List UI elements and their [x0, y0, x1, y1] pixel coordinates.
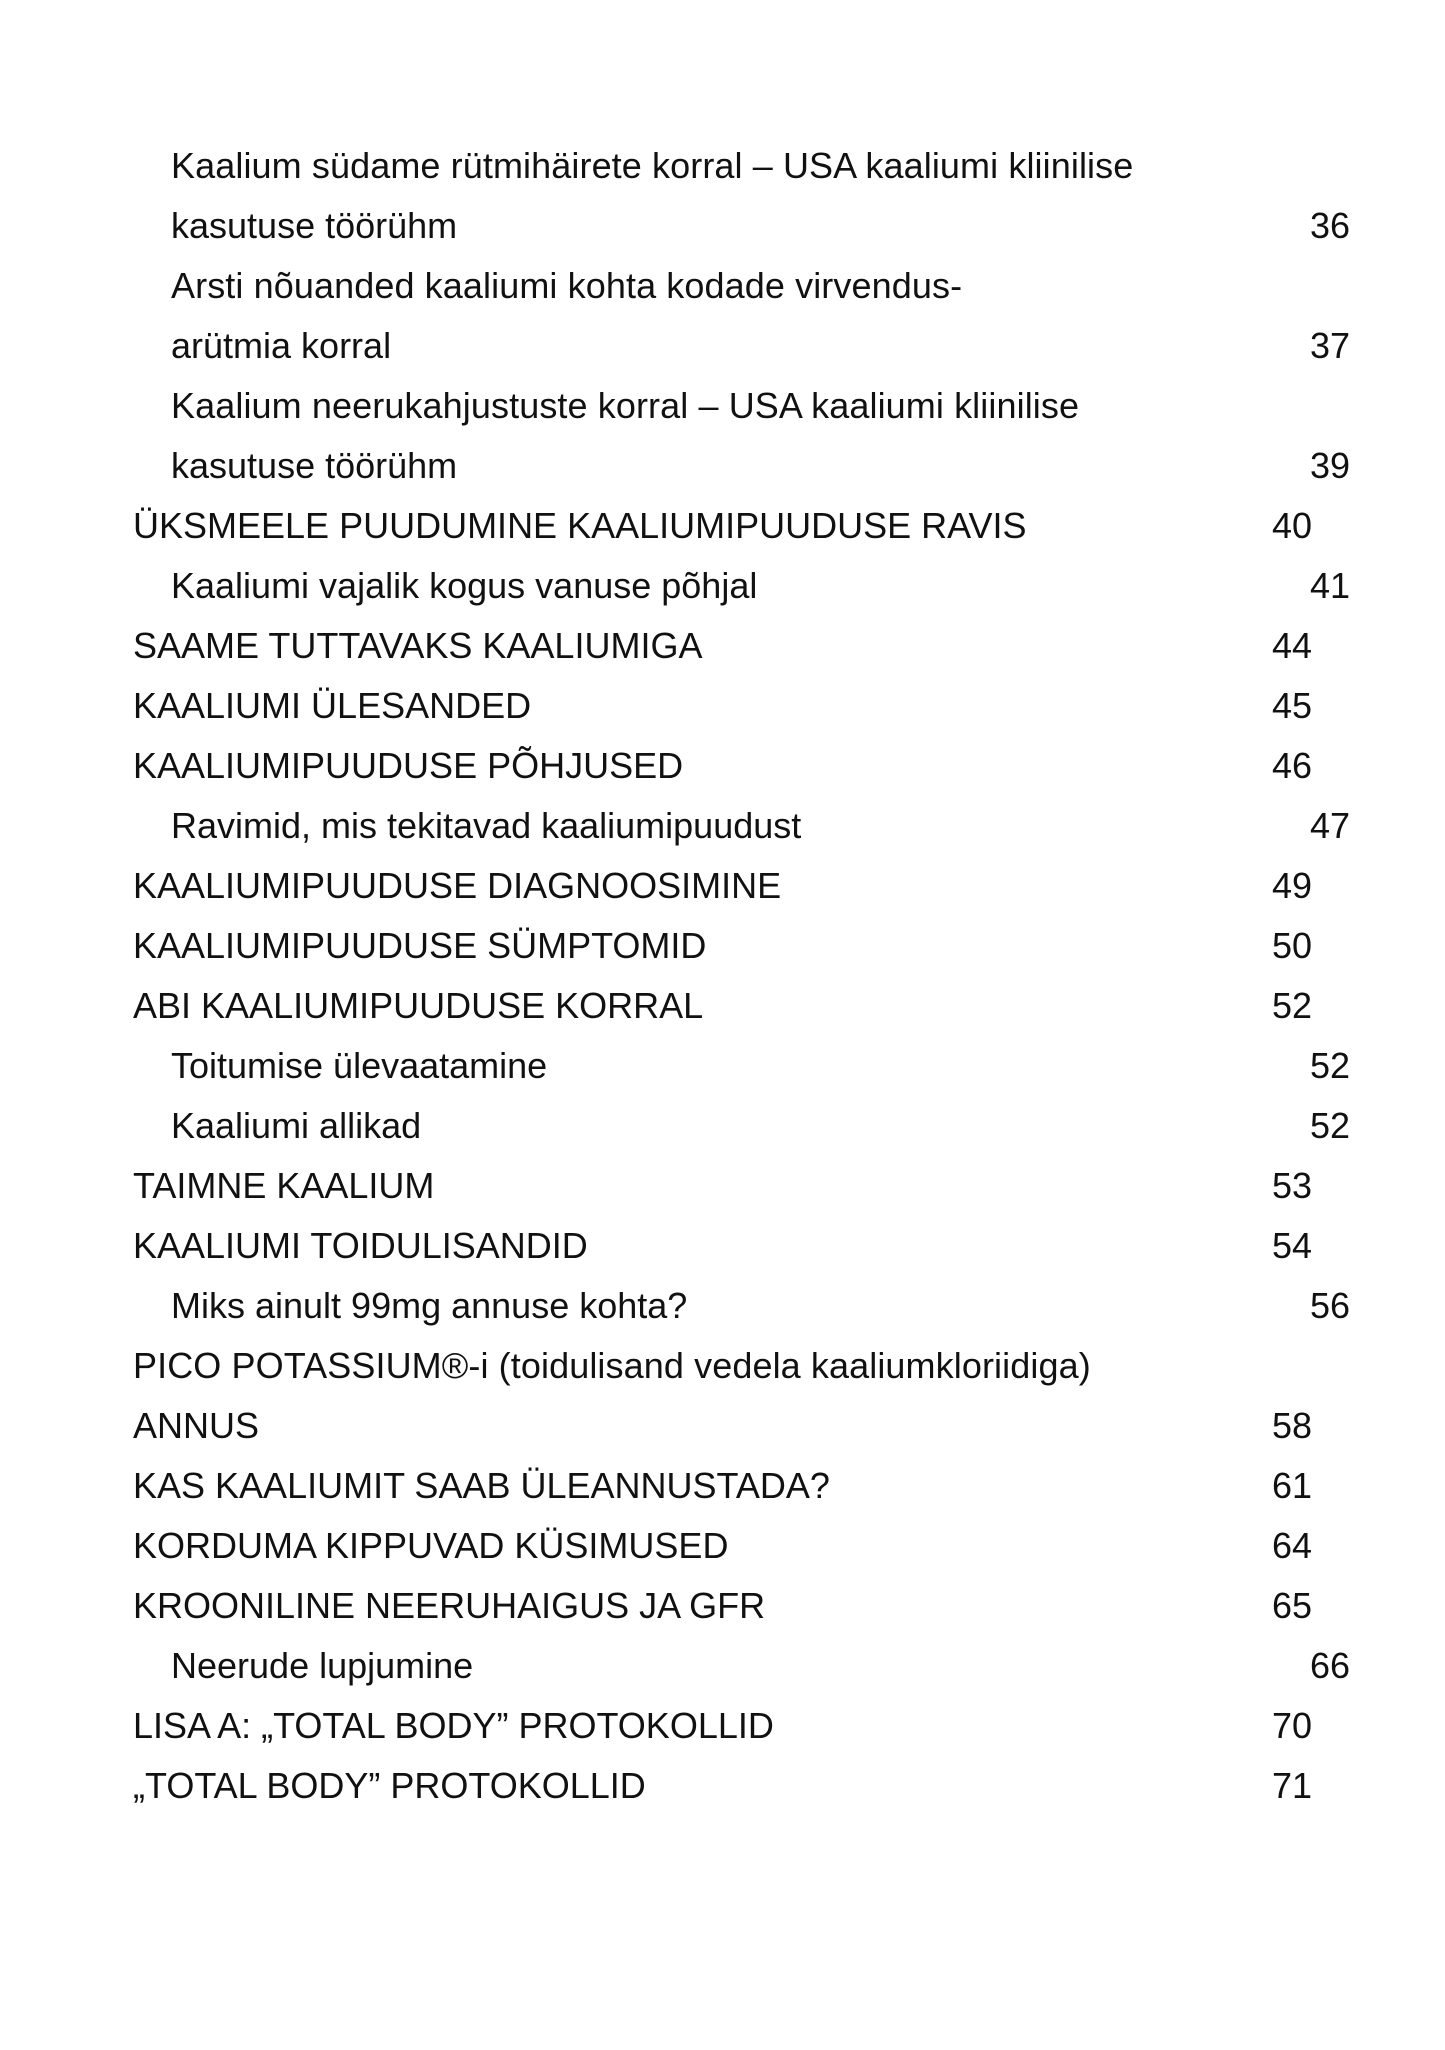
- toc-entry-title: LISA A: „TOTAL BODY” PROTOKOLLID: [133, 1705, 774, 1746]
- toc-page-number: 37: [1309, 325, 1350, 366]
- toc-entry-line[interactable]: [133, 1756, 1312, 1816]
- toc-entry-line[interactable]: [133, 1036, 1350, 1096]
- toc-entry-title: ANNUS: [133, 1405, 260, 1446]
- toc-page-number: 58: [1271, 1405, 1312, 1446]
- toc-entry-title: KAALIUMIPUUDUSE DIAGNOOSIMINE: [133, 865, 782, 906]
- toc-entry[interactable]: [133, 856, 1312, 916]
- toc-entry-line[interactable]: [133, 1396, 1312, 1456]
- toc-entry[interactable]: [133, 1156, 1312, 1216]
- toc-entry[interactable]: [133, 1516, 1312, 1576]
- toc-entry[interactable]: [133, 1576, 1312, 1636]
- toc-entry[interactable]: [133, 376, 1350, 496]
- toc-page-number: 52: [1309, 1045, 1350, 1086]
- toc-entry[interactable]: [133, 1756, 1312, 1816]
- toc-entry[interactable]: [133, 796, 1350, 856]
- toc-entry[interactable]: [133, 1276, 1350, 1336]
- toc-leader-dots: [703, 982, 1272, 1018]
- toc-entry-line[interactable]: [133, 1096, 1350, 1156]
- toc-entry[interactable]: [133, 496, 1312, 556]
- toc-page-number: 53: [1271, 1165, 1312, 1206]
- toc-entry-line[interactable]: [133, 1456, 1312, 1516]
- toc-page-number: 49: [1271, 865, 1312, 906]
- toc-page-number: 71: [1271, 1765, 1312, 1806]
- toc-entry[interactable]: [133, 1456, 1312, 1516]
- toc-entry-title: KAS KAALIUMIT SAAB ÜLEANNUSTADA?: [133, 1465, 830, 1506]
- toc-entry-line[interactable]: [133, 976, 1312, 1036]
- toc-leader-dots: [473, 1642, 1310, 1678]
- toc-leader-dots: [646, 1762, 1272, 1798]
- toc-leader-dots: [259, 1402, 1272, 1438]
- toc-entry[interactable]: [133, 976, 1312, 1036]
- toc-page-number: 39: [1309, 445, 1350, 486]
- toc-entry-line[interactable]: [133, 916, 1312, 976]
- toc-entry[interactable]: [133, 556, 1350, 616]
- toc-entry-line[interactable]: [133, 436, 1350, 496]
- toc-leader-dots: [728, 1522, 1272, 1558]
- toc-leader-dots: [702, 622, 1271, 658]
- toc-leader-dots: [531, 682, 1272, 718]
- toc-entry-title: TAIMNE KAALIUM: [133, 1165, 435, 1206]
- toc-entry-title: kasutuse töörühm: [171, 205, 458, 246]
- toc-page-number: 47: [1309, 805, 1350, 846]
- toc-leader-dots: [1027, 502, 1272, 538]
- toc-entry-line[interactable]: [133, 496, 1312, 556]
- toc-entry-line[interactable]: [133, 1216, 1312, 1276]
- toc-entry[interactable]: [133, 1096, 1350, 1156]
- toc-entry[interactable]: [133, 1336, 1312, 1456]
- toc-page-number: 50: [1271, 925, 1312, 966]
- toc-entry[interactable]: [133, 736, 1312, 796]
- toc-entry-wrapped-line: Kaalium neerukahjustuste korral – USA kaaliumi kliinilise: [171, 385, 1080, 426]
- toc-leader-dots: [757, 562, 1310, 598]
- toc-entry-title: Kaaliumi allikad: [171, 1105, 422, 1146]
- toc-entry[interactable]: [133, 1696, 1312, 1756]
- toc-entry-line[interactable]: [133, 796, 1350, 856]
- toc-entry[interactable]: [133, 1036, 1350, 1096]
- toc-leader-dots: [765, 1582, 1272, 1618]
- toc-entry-title: Ravimid, mis tekitavad kaaliumipuudust: [171, 805, 802, 846]
- toc-leader-dots: [457, 202, 1310, 238]
- toc-entry-title: kasutuse töörühm: [171, 445, 458, 486]
- toc-entry-title: KROONILINE NEERUHAIGUS JA GFR: [133, 1585, 766, 1626]
- toc-leader-dots: [547, 1042, 1310, 1078]
- toc-page-number: 66: [1309, 1645, 1350, 1686]
- toc-page-number: 45: [1271, 685, 1312, 726]
- toc-entry-title: ÜKSMEELE PUUDUMINE KAALIUMIPUUDUSE RAVIS: [133, 505, 1027, 546]
- toc-entry-wrapped-line: Arsti nõuanded kaaliumi kohta kodade virvendus-: [171, 265, 963, 306]
- toc-leader-dots: [683, 742, 1272, 778]
- toc-leader-dots: [781, 862, 1272, 898]
- toc-page-number: 61: [1271, 1465, 1312, 1506]
- toc-leader-dots: [774, 1702, 1272, 1738]
- toc-entry-wrapped-line: PICO POTASSIUM®-i (toidulisand vedela kaaliumkloriidiga): [133, 1345, 1091, 1386]
- toc-entry-line[interactable]: [133, 1276, 1350, 1336]
- toc-entry-line[interactable]: [133, 1156, 1312, 1216]
- toc-entry-title: KAALIUMIPUUDUSE SÜMPTOMID: [133, 925, 707, 966]
- toc-entry-line[interactable]: [133, 1516, 1312, 1576]
- toc-entry-line[interactable]: [133, 1636, 1350, 1696]
- toc-leader-dots: [588, 1222, 1272, 1258]
- toc-page-number: 56: [1309, 1285, 1350, 1326]
- toc-entry-line[interactable]: [133, 556, 1350, 616]
- toc-leader-dots: [801, 802, 1310, 838]
- toc-entry-title: „TOTAL BODY” PROTOKOLLID: [133, 1765, 646, 1806]
- toc-page-number: 46: [1271, 745, 1312, 786]
- toc-entry[interactable]: [133, 256, 1350, 376]
- toc-page-number: 65: [1271, 1585, 1312, 1626]
- toc-page-number: 52: [1309, 1105, 1350, 1146]
- toc-entry-title: KAALIUMI TOIDULISANDID: [133, 1225, 588, 1266]
- toc-leader-dots: [434, 1162, 1272, 1198]
- toc-entry[interactable]: [133, 916, 1312, 976]
- toc-entry-title: KORDUMA KIPPUVAD KÜSIMUSED: [133, 1525, 729, 1566]
- toc-entry-line[interactable]: [133, 856, 1312, 916]
- toc-entry-title: SAAME TUTTAVAKS KAALIUMIGA: [133, 625, 703, 666]
- table-of-contents: [133, 136, 1350, 1816]
- toc-entry-title: Toitumise ülevaatamine: [171, 1045, 548, 1086]
- toc-page-number: 36: [1309, 205, 1350, 246]
- toc-entry[interactable]: [133, 136, 1350, 256]
- toc-entry-line[interactable]: [133, 1576, 1312, 1636]
- toc-page-number: 54: [1271, 1225, 1312, 1266]
- toc-entry-title: Miks ainult 99mg annuse kohta?: [171, 1285, 688, 1326]
- toc-entry-title: KAALIUMI ÜLESANDED: [133, 685, 532, 726]
- toc-page-number: 64: [1271, 1525, 1312, 1566]
- toc-entry[interactable]: [133, 1636, 1350, 1696]
- toc-entry[interactable]: [133, 676, 1312, 736]
- toc-entry-title: ABI KAALIUMIPUUDUSE KORRAL: [133, 985, 704, 1026]
- toc-entry-line[interactable]: [133, 196, 1350, 256]
- toc-entry[interactable]: [133, 616, 1312, 676]
- toc-page-number: 70: [1271, 1705, 1312, 1746]
- toc-entry-title: KAALIUMIPUUDUSE PÕHJUSED: [133, 745, 684, 786]
- toc-leader-dots: [687, 1282, 1310, 1318]
- toc-entry-title: Neerude lupjumine: [171, 1645, 474, 1686]
- toc-leader-dots: [830, 1462, 1272, 1498]
- toc-entry-line[interactable]: [133, 1696, 1312, 1756]
- toc-leader-dots: [421, 1102, 1310, 1138]
- toc-entry-title: arütmia korral: [171, 325, 392, 366]
- toc-leader-dots: [391, 322, 1310, 358]
- toc-leader-dots: [706, 922, 1272, 958]
- toc-entry-line[interactable]: [133, 316, 1350, 376]
- toc-entry-title: Kaaliumi vajalik kogus vanuse põhjal: [171, 565, 758, 606]
- toc-entry-line[interactable]: [133, 676, 1312, 736]
- toc-entry-line[interactable]: [133, 736, 1312, 796]
- toc-page-number: 52: [1271, 985, 1312, 1026]
- toc-entry-wrapped-line: Kaalium südame rütmihäirete korral – USA kaaliumi kliinilise: [171, 145, 1134, 186]
- toc-leader-dots: [457, 442, 1310, 478]
- toc-page-number: 40: [1271, 505, 1312, 546]
- toc-entry-line[interactable]: [133, 616, 1312, 676]
- toc-entry[interactable]: [133, 1216, 1312, 1276]
- toc-page-number: 44: [1271, 625, 1312, 666]
- toc-page-number: 41: [1309, 565, 1350, 606]
